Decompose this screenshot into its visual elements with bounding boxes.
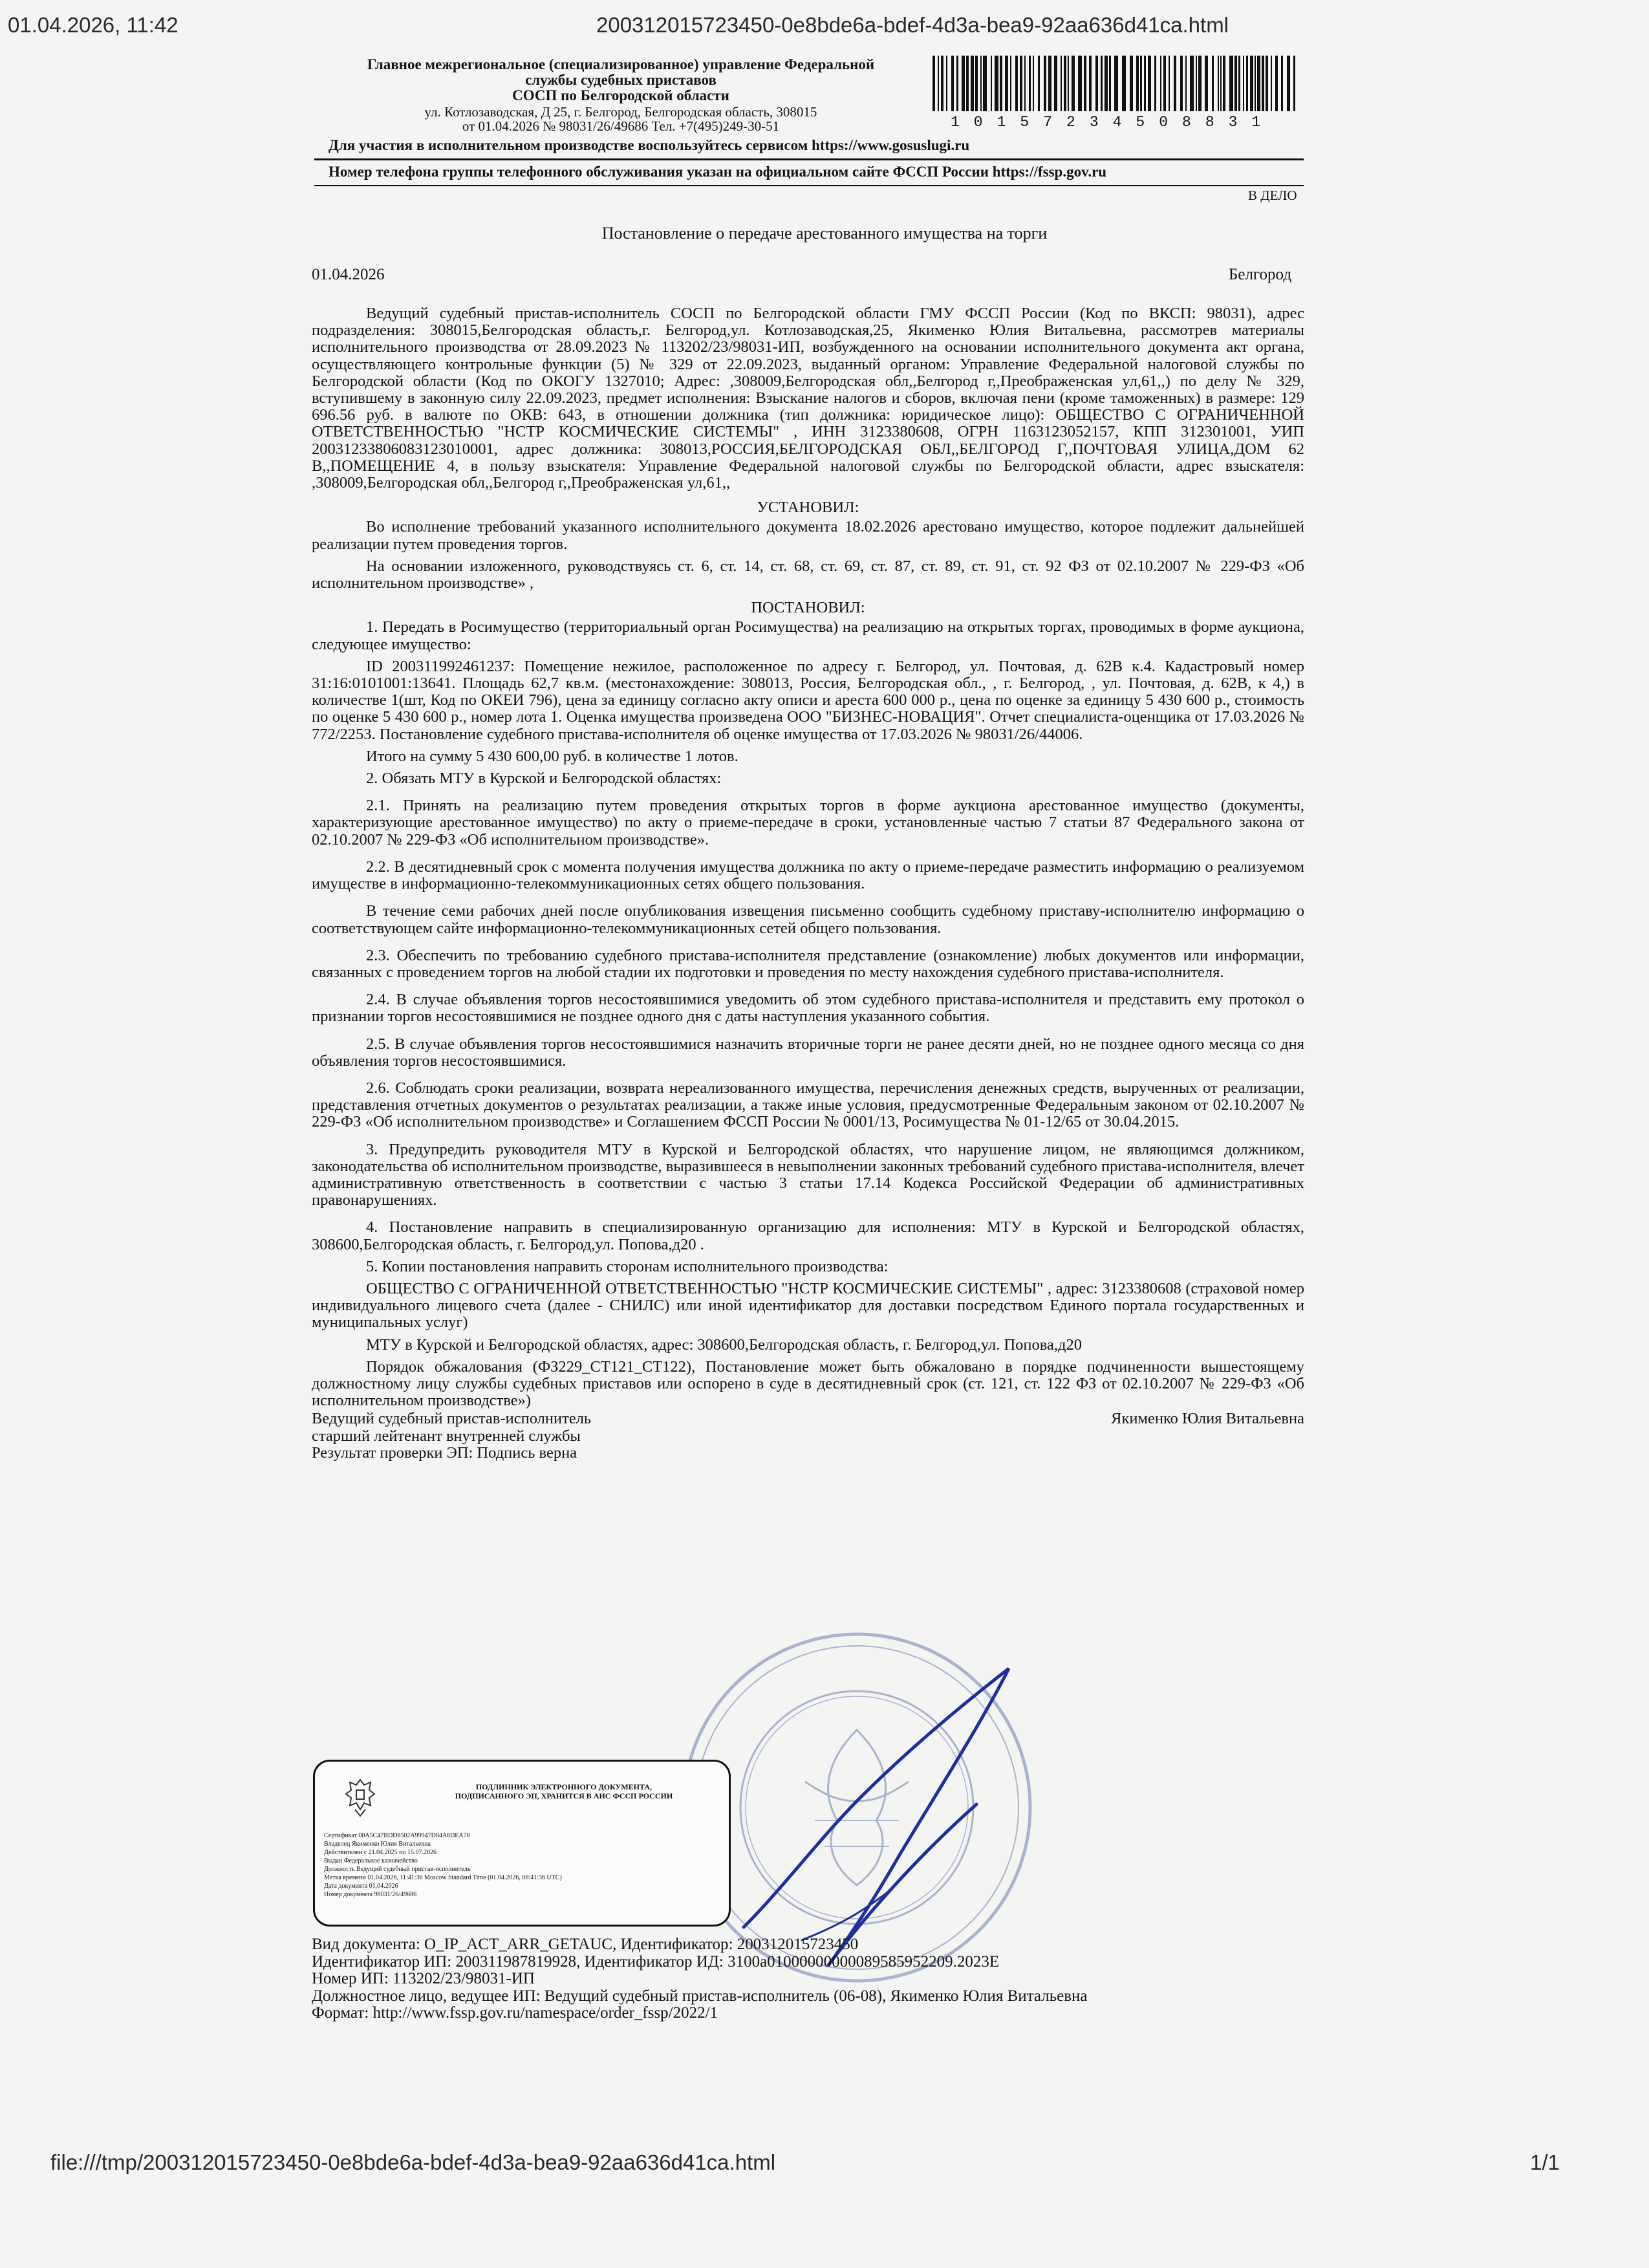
barcode-bar [975,56,978,111]
barcode-bar [995,56,998,111]
org-line-2: службы судебных приставов [525,72,717,88]
item-1: 1. Передать в Росимущество (территориальный орган Росимущества) на реализацию на открытых торгах, проводимых в форме аукциона, следующее имущество: [312,618,1304,653]
barcode-bar [1196,56,1197,111]
to-file-mark: В ДЕЛО [1248,188,1297,203]
barcode-bar [980,56,982,111]
barcode-bar [1262,56,1264,111]
barcode-bar [1048,56,1051,111]
barcode-bar [1130,56,1133,111]
print-datetime: 01.04.2026, 11:42 [8,13,178,37]
barcode-bar [1250,56,1253,111]
esig-check-result: Результат проверки ЭП: Подпись верна [312,1443,577,1462]
certificate-line: Действителен с 21.04.2025 по 15.07.2026 [324,1849,436,1856]
document-date: 01.04.2026 [312,266,385,283]
recipient-1: ОБЩЕСТВО С ОГРАНИЧЕННОЙ ОТВЕТСТВЕННОСТЬЮ "НСТР КОСМИЧЕСКИЕ СИСТЕМЫ" , адрес: 3123380608 (страховой номер индивидуального лицевого счета (далее - СНИЛС) или иной идентификатор для доставки посредством Единого портала государственных и муниципальных услуг) [312,1279,1304,1332]
barcode-bar [1243,56,1244,111]
legal-basis-paragraph: На основании изложенного, руководствуясь ст. 6, ст. 14, ст. 68, ст. 69, ст. 87, ст. 89, ст. 91, ст. 92 ФЗ от 02.10.2007 № 229-ФЗ «Об исполнительном производстве» , [312,557,1304,592]
heading-established: УСТАНОВИЛ: [757,499,859,517]
item-2-2: 2.2. В десятидневный срок с момента получения имущества должника по акту о приеме-передаче разместить информацию о реализуемом имуществе в информационно-телекоммуникационных сетях общего пользования. [312,858,1304,893]
barcode-bar [946,56,947,111]
barcode-bar [1095,56,1098,111]
barcode-bar [962,56,965,111]
print-page-counter: 1/1 [1530,2150,1560,2174]
signer-position: Ведущий судебный пристав-исполнитель [312,1410,592,1428]
esignature-certificate [313,1760,731,1927]
barcode-bar [1148,56,1151,111]
barcode-bar [1072,56,1075,111]
barcode-bar [1275,56,1278,111]
intro-paragraph: Ведущий судебный пристав-исполнитель СОСП по Белгородской области ГМУ ФССП России (Код по ВКСП: 98031), адрес подразделения: 308015,Белгородская область,г. Белгород,ул. Котлозаводская,25, Якименко Юлия Витальевна, рассмотрев материалы исполнительного производства от 28.09.2023 № 113202/23/98031-ИП, возбужденного на основании исполнительного документа акт органа, осуществляющего контрольные функции (5) № 329 от 22.09.2023, выданный органом: Управление Федеральной налоговой службы по Белгородской области (Код по ОКОГУ 1327010; Адрес: ,308009,Белгородская обл,,Белгород г,,Преображенская ул,61,,) по делу № 329, вступившему в законную силу 22.09.2023, предмет исполнения: Взыскание налогов и сборов, включая пени (кроме таможенных) в размере: 129 696.56 руб. в валюте по ОКВ: 643, в отношении должника (тип должника: юридическое лицо): ОБЩЕСТВО С ОГРАНИЧЕННОЙ ОТВЕТСТВЕННОСТЬЮ "НСТР КОСМИЧЕСКИЕ СИСТЕМЫ" , ИНН 3123380608, ОГРН 1163123052157, КПП 312301001, УИП 20031233806083123010001, адрес должника: 308013,РОССИЯ,БЕЛГОРОДСКАЯ ОБЛ,,БЕЛГОРОД Г,,ПОЧТОВАЯ УЛИЦА,ДОМ 62 В,,ПОМЕЩЕНИЕ 4, в пользу взыскателя: Управление Федеральной налоговой службы по Белгородской области, адрес взыскателя: ,308009,Белгородская обл,,Белгород г,,Преображенская ул,61,, [312,305,1304,492]
divider [314,185,1304,186]
barcode-bar [1169,56,1170,111]
barcode-bar [1257,56,1260,111]
certificate-line: Метка времени 01.04.2026, 11:41:36 Moscow Standard Time (01.04.2026, 08:41:36 UTC) [324,1874,562,1881]
organization-address-block [310,105,931,133]
appeal-procedure: Порядок обжалования (ФЗ229_СТ121_СТ122), Постановление может быть обжаловано в порядке подчиненности вышестоящему должностному лицу службы судебных приставов или оспорено в суде в десятидневный срок (ст. 121, ст. 122 ФЗ от 02.10.2007 № 229-ФЗ «Об исполнительном производстве») [312,1357,1304,1410]
barcode-bar [1061,56,1062,111]
barcode-bar [1084,56,1086,111]
signer-name: Якименко Юлия Витальевна [1111,1410,1304,1428]
item-4: 4. Постановление направить в специализированную организацию для исполнения: МТУ в Курской и Белгородской областях, 308600,Белгородская область, г. Белгород,ул. Попова,д20 . [312,1218,1304,1253]
signer-rank: старший лейтенант внутренней службы [312,1427,581,1445]
item-2-6: 2.6. Соблюдать сроки реализации, возврата нереализованного имущества, перечисления денежных средств, вырученных от реализации, представления отчетных документов о результатах реализации, а также иные условия, предусмотренные Федеральным законом от 02.10.2007 № 229-ФЗ «Об исполнительном производстве» и Соглашением ФССП России № 0001/13, Росимущества № 01-12/65 от 30.04.2015. [312,1079,1304,1131]
item-2-3: 2.3. Обеспечить по требованию судебного пристава-исполнителя представление (ознакомление) любых документов или информации, связанных с проведением торгов на любой стадии их подготовки и проведения по месту нахождения судебного пристава-исполнителя. [312,946,1304,981]
barcode-number: 10157234508831 [951,114,1275,131]
barcode-bar [1114,56,1118,111]
barcode-bar [1238,56,1240,111]
certificate-line: Номер документа 98031/26/49686 [324,1891,417,1898]
metadata-ip-number: Номер ИП: 113202/23/98031-ИП [312,1970,535,1987]
barcode-bar [1229,56,1233,111]
established-paragraph: Во исполнение требований указанного исполнительного документа 18.02.2026 арестовано имущество, которое подлежит дальнейшей реализации путем проведения торгов. [312,518,1304,553]
recipient-2: МТУ в Курской и Белгородской областях, адрес: 308600,Белгородская область, г. Белгород,ул. Попова,д20 [366,1335,1082,1354]
barcode-bar [983,56,987,111]
certificate-heading [412,1782,716,1800]
divider [314,158,1304,160]
barcode-bar [991,56,992,111]
barcode-bar [971,56,974,111]
signature-row [312,1410,1304,1462]
barcode-bar [951,56,954,111]
document-metadata [312,1936,1320,2022]
certificate-line: Владелец Якименко Юлия Витальевна [324,1841,431,1848]
item-5: 5. Копии постановления направить сторонам исполнительного производства: [366,1257,889,1275]
item-2-4: 2.4. В случае объявления торгов несостоявшимися уведомить об этом судебного пристава-исполнителя и представить ему протокол о признании торгов несостоявшимися не позднее одного дня с даты наступления указанного события. [312,991,1304,1026]
certificate-line: Должность Ведущий судебный пристав-исполнитель [324,1866,471,1873]
org-line-3: СОСП по Белгородской области [512,87,729,103]
barcode-bar [1293,56,1295,111]
barcode-bar [1246,56,1248,111]
barcode-bar [1064,56,1066,111]
item-2-1: 2.1. Принять на реализацию путем проведения открытых торгов в форме аукциона арестованное имущество (документы, характеризующие арестованное имущество) по акту о приеме-передаче в сроки, установленные частью 7 статьи 87 Федерального закона от 02.10.2007 № 229-ФЗ «Об исполнительном производстве». [312,797,1304,848]
barcode-bar [1174,56,1176,111]
barcode-bar [1223,56,1225,111]
print-filename: 200312015723450-0e8bde6a-bdef-4d3a-bea9-92aa636d41ca.html [596,13,1229,37]
document-title: Постановление о передаче арестованного имущества на торги [601,224,1048,243]
item-3: 3. Предупредить руководителя МТУ в Курской и Белгородской областях, что нарушение лицом, не являющимся должником, законодательства об исполнительном производстве, выразившееся в невыполнении законных требований судебного пристава-исполнителя, влечет административную ответственность в соответствии с частью 3 статьи 17.14 Кодекса Российской Федерации об административных правонарушениях. [312,1140,1304,1209]
barcode-bar [956,56,958,111]
barcode-bar [1136,56,1139,111]
heading-resolved: ПОСТАНОВИЛ: [751,599,865,617]
barcode-bar [1068,56,1069,111]
barcode-bar [1212,56,1214,111]
barcode-bar [1005,56,1008,111]
barcode-bar [1024,56,1026,111]
barcode-bar [1205,56,1208,111]
barcode-bar [1015,56,1018,111]
barcode-bar [1101,56,1103,111]
certificate-line: Выдан Федеральное казначейство [324,1857,418,1864]
barcode-bar [1255,56,1256,111]
barcode-bar [1266,56,1268,111]
handwritten-signature [705,1643,1093,1979]
phone-notice: Номер телефона группы телефонного обслуживания указан на официальном сайте ФССП России https://fssp.gov.ru [329,164,1107,180]
certificate-heading-2: ПОДПИСАННОГО ЭП, ХРАНИТСЯ В АИС ФССП РОССИИ [455,1791,673,1800]
document-city: Белгород [1229,266,1292,283]
barcode-bar [1038,56,1040,111]
barcode-bar [1271,56,1272,111]
barcode-bar [1160,56,1161,111]
barcode-bar [1220,56,1222,111]
item-2-2-notice: В течение семи рабочих дней после опубликования извещения письменно сообщить судебному приставу-исполнителю информацию о соответствующем сайте информационно-телекоммуникационных сетей общего пользования. [312,902,1304,937]
barcode-bar [1185,56,1187,111]
barcode-bar [1163,56,1166,111]
document-body [312,305,1304,1462]
barcode-bar [1089,56,1092,111]
barcode-bar [938,56,939,111]
barcode-bar [1234,56,1237,111]
barcode-bar [1281,56,1283,111]
certificate-heading-1: ПОДЛИННИК ЭЛЕКТРОННОГО ДОКУМЕНТА, [475,1782,652,1791]
document-ref-phone: от 01.04.2026 № 98031/26/49686 Тел. +7(495)249-30-51 [462,118,780,134]
gosuslugi-notice: Для участия в исполнительном производстве воспользуйтесь сервисом https://www.gosuslugi.ru [329,137,970,153]
metadata-official: Должностное лицо, ведущее ИП: Ведущий судебный пристав-исполнитель (06-08), Якименко Юлия Витальевна [312,1987,1088,2005]
barcode-bar [1287,56,1290,111]
barcode-bar [1078,56,1082,111]
barcode-bar [1054,56,1057,111]
barcode-bar [1033,56,1034,111]
barcode-bar [1198,56,1202,111]
barcode-bar [1218,56,1219,111]
barcode-bar [1000,56,1002,111]
barcode-bar [1029,56,1031,111]
property-description: ID 200311992461237: Помещение нежилое, расположенное по адресу г. Белгород, ул. Почтовая, д. 62В к.4. Кадастровый номер 31:16:0101001:13641. Площадь 62,7 кв.м. (местонахождение: 308013, Россия, Белгородская обл., , г. Белгород, , ул. Почтовая, д. 62В, к 4,) в количестве 1(шт, Код по ОКЕИ 796), цена за единицу согласно акту описи и ареста 600 000 р., цена по оценке за единицу 5 430 600 р., стоимость по оценке 5 430 600 р., номер лота 1. Оценка имущества произведена ООО "БИЗНЕС-НОВАЦИЯ". Отчет специалиста-оценщика от 17.03.2026 № 772/2253. Постановление судебного пристава-исполнителя об оценке имущества от 17.03.2026 № 98031/26/44006. [312,657,1304,743]
barcode-bar [1105,56,1108,111]
barcode-bar [932,56,935,111]
barcode-bar [1144,56,1146,111]
barcode-bar [1044,56,1046,111]
org-line-1: Главное межрегиональное (специализированное) управление Федеральной [367,56,875,72]
barcode-bar [941,56,943,111]
russian-emblem-icon [342,1776,378,1819]
metadata-format: Формат: http://www.fssp.gov.ru/namespace/order_fssp/2022/1 [312,2004,718,2022]
organization-header [310,57,931,103]
barcode-bar [1020,56,1022,111]
print-footer-path: file:///tmp/200312015723450-0e8bde6a-bdef-4d3a-bea9-92aa636d41ca.html [50,2150,776,2174]
barcode-bar [1154,56,1156,111]
barcode-bar [1140,56,1142,111]
item-2-5: 2.5. В случае объявления торгов несостоявшимися назначить вторичные торги не ранее десяти дней, но не позднее одного месяца со дня объявления торгов несостоявшимися. [312,1035,1304,1070]
certificate-line: Сертификат 00A5C47BDD8502A99947D84A6DEA78 [324,1832,470,1839]
org-address: ул. Котлозаводская, Д 25, г. Белгород, Белгородская область, 308015 [424,104,817,120]
metadata-doc-type: Вид документа: O_IP_ACT_ARR_GETAUC, Идентификатор: 200312015723450 [312,1936,859,1953]
barcode-bar [1122,56,1126,111]
barcode-bar [1010,56,1011,111]
total-amount: Итого на сумму 5 430 600,00 руб. в количестве 1 лотов. [366,747,738,765]
certificate-details [324,1831,718,1899]
certificate-line: Дата документа 01.04.2026 [324,1883,398,1890]
barcode-bar [966,56,969,111]
metadata-identifiers: Идентификатор ИП: 200311987819928, Идентификатор ИД: 3100a01000000000089585952209.2023E [312,1952,1000,1971]
item-2: 2. Обязать МТУ в Курской и Белгородской областях: [366,770,722,788]
barcode-bar [1190,56,1194,111]
barcode-bar [1109,56,1111,111]
barcode-bar [1180,56,1183,111]
